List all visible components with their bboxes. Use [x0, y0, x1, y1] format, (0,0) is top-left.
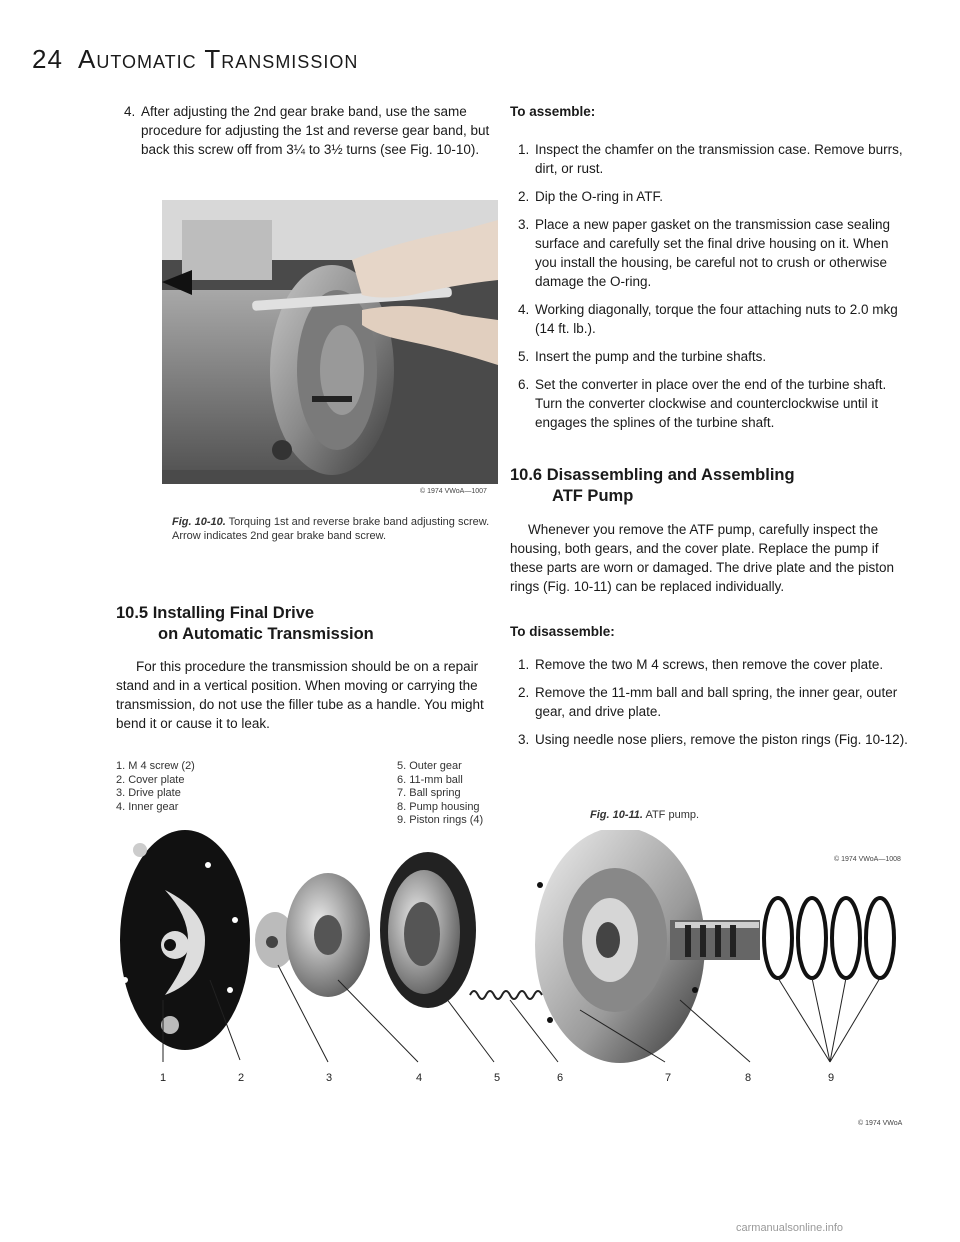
step-number: 3.	[518, 732, 530, 747]
figure-10-11-caption	[590, 808, 699, 822]
step-item	[510, 215, 910, 291]
legend-item: 9. Piston rings (4)	[397, 814, 484, 826]
step-number: 5.	[518, 349, 530, 364]
step-item	[510, 347, 910, 366]
legend-item: 4. Inner gear	[116, 800, 179, 813]
step-text: Place a new paper gasket on the transmission case sealing surface and carefully set the final drive housing on it. When you install the housing, be careful not to crush or otherwise damage the O-ring.	[535, 217, 890, 289]
step-text: Set the converter in place over the end of the turbine shaft. Turn the converter clockwise and counterclockwise until it engages the splines of the turbine shaft.	[535, 377, 887, 430]
callout-5: 5	[494, 1072, 501, 1084]
step-number: 1.	[518, 657, 530, 672]
step-number: 3.	[518, 217, 530, 232]
legend-column-2	[397, 760, 483, 828]
caption-text: ATF pump.	[645, 809, 700, 821]
step-number: 2.	[518, 685, 530, 700]
callout-6: 6	[557, 1072, 564, 1084]
heading-line-2: on Automatic Transmission	[158, 625, 374, 643]
callout-1: 1	[160, 1072, 167, 1084]
footer-copyright: © 1974 VWoA	[858, 1120, 903, 1127]
step-item	[510, 375, 910, 432]
step-item	[510, 300, 910, 338]
caption-text: Torquing 1st and reverse brake band adjusting screw. Arrow indicates 2nd gear brake band screw.	[172, 516, 490, 542]
legend-item: 7. Ball spring	[397, 787, 461, 799]
step-number: 2.	[518, 189, 530, 204]
legend-item: 6. 11-mm ball	[397, 773, 463, 786]
piston-rings	[764, 898, 894, 978]
legend-item: 1. M 4 screw (2)	[116, 760, 195, 772]
step-text: After adjusting the 2nd gear brake band, use the same procedure for adjusting the 1st and reverse gear band, but back this screw off from 3¼ to 3½ turns (see Fig. 10-10).	[141, 104, 490, 157]
figure-10-11-copyright: © 1974 VWoA—1008	[834, 856, 901, 863]
step-text: Working diagonally, torque the four attaching nuts to 2.0 mkg (14 ft. lb.).	[535, 302, 898, 336]
step-text: Using needle nose pliers, remove the piston rings (Fig. 10-12).	[535, 732, 908, 747]
step-text: Remove the two M 4 screws, then remove the cover plate.	[535, 657, 884, 672]
legend-item: 3. Drive plate	[116, 787, 181, 799]
step-number: 4.	[518, 302, 530, 317]
atf-pump-exploded-view	[110, 830, 920, 1070]
step-number: 4.	[124, 104, 136, 119]
section-10-6-heading	[510, 465, 795, 507]
step-item	[510, 187, 910, 206]
assemble-steps	[510, 140, 910, 441]
callout-2: 2	[238, 1072, 245, 1084]
figure-10-10-caption	[172, 515, 500, 543]
site-watermark[interactable]: carmanualsonline.info	[736, 1222, 844, 1234]
section-10-5-body: For this procedure the transmission should be on a repair stand and in a vertical position. When moving or carrying the transmission, do not use the filler tube as a handle. You might bend it or cause it to leak.	[116, 659, 484, 731]
disassemble-steps	[510, 655, 910, 758]
legend-column-1	[116, 760, 195, 814]
atf-pump-illustration	[110, 830, 920, 1070]
figure-10-10-photo	[162, 200, 498, 484]
page-title: Automatic Transmission	[78, 44, 359, 74]
callout-9: 9	[828, 1072, 835, 1084]
step-text: Inspect the chamfer on the transmission case. Remove burrs, dirt, or rust.	[535, 142, 903, 176]
heading-line-2: ATF Pump	[552, 487, 634, 505]
step-text: Remove the 11-mm ball and ball spring, the inner gear, outer gear, and drive plate.	[535, 685, 898, 719]
figure-10-10-copyright: © 1974 VWoA—1007	[420, 488, 487, 495]
callout-7: 7	[665, 1072, 672, 1084]
step-item	[510, 655, 910, 674]
heading-line-1: 10.6 Disassembling and Assembling	[510, 466, 795, 484]
section-10-5-heading	[116, 603, 374, 645]
disassemble-heading: To disassemble:	[510, 624, 615, 639]
step-item	[510, 140, 910, 178]
step-4	[116, 102, 500, 168]
section-10-6-body: Whenever you remove the ATF pump, carefully inspect the housing, both gears, and the cover plate. Replace the pump if these parts are worn or damaged. The drive plate and the piston rings (Fig. 10-11) can be replaced individually.	[510, 522, 894, 594]
legend-item: 5. Outer gear	[397, 760, 462, 772]
callout-4: 4	[416, 1072, 423, 1084]
legend-item: 8. Pump housing	[397, 800, 480, 813]
heading-line-1: 10.5 Installing Final Drive	[116, 604, 315, 622]
figure-label: Fig. 10-11.	[590, 809, 643, 821]
step-item	[510, 730, 910, 749]
figure-label: Fig. 10-10.	[172, 516, 226, 528]
legend-item: 2. Cover plate	[116, 773, 185, 786]
assemble-heading: To assemble:	[510, 104, 596, 119]
step-text: Insert the pump and the turbine shafts.	[535, 349, 767, 364]
callout-3: 3	[326, 1072, 333, 1084]
step-number: 1.	[518, 142, 530, 157]
step-text: Dip the O-ring in ATF.	[535, 189, 664, 204]
step-number: 6.	[518, 377, 530, 392]
callout-8: 8	[745, 1072, 752, 1084]
step-item	[510, 683, 910, 721]
page-number: 24	[32, 44, 63, 74]
transmission-photo-illustration	[162, 200, 498, 484]
ball-spring	[470, 991, 542, 999]
